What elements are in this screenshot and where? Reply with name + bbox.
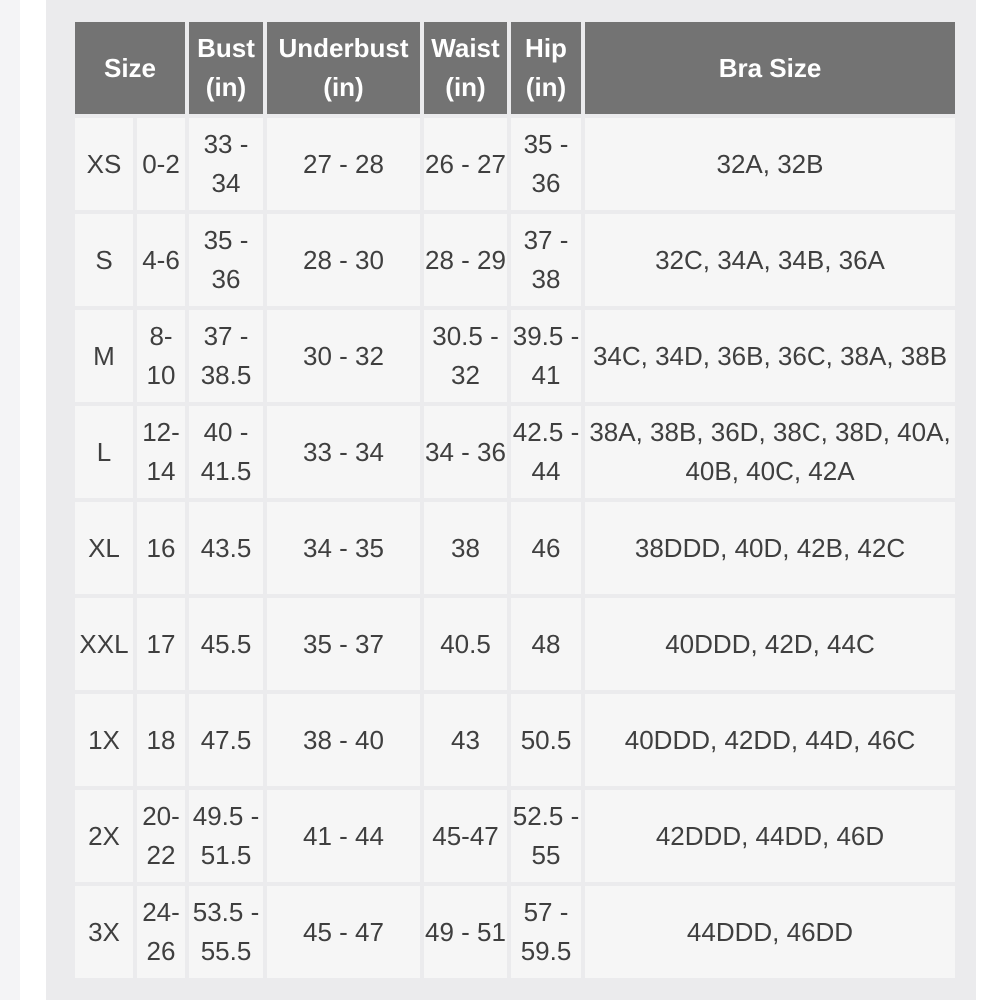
- underbust-cell: 34 - 35: [267, 502, 420, 594]
- numeric-size-cell: 0-2: [137, 118, 185, 210]
- table-row: [75, 790, 955, 882]
- bust-cell: 37 - 38.5: [189, 310, 263, 402]
- header-waist-label: Waist: [431, 33, 500, 63]
- numeric-size-cell: 8-10: [137, 310, 185, 402]
- header-hip-unit: (in): [525, 72, 567, 102]
- size-label-cell: XXL: [75, 598, 133, 690]
- underbust-cell: 41 - 44: [267, 790, 420, 882]
- size-label-cell: S: [75, 214, 133, 306]
- header-hip-label: Hip: [525, 33, 567, 63]
- hip-cell: 42.5 - 44: [511, 406, 581, 498]
- waist-cell: 34 - 36: [424, 406, 507, 498]
- bust-cell: 35 - 36: [189, 214, 263, 306]
- table-row: [75, 598, 955, 690]
- bust-cell: 43.5: [189, 502, 263, 594]
- header-waist: [424, 22, 507, 114]
- bra-size-cell: 44DDD, 46DD: [585, 886, 955, 978]
- table-row: [75, 694, 955, 786]
- bust-cell: 49.5 - 51.5: [189, 790, 263, 882]
- header-size: Size: [75, 22, 185, 114]
- header-underbust: [267, 22, 420, 114]
- waist-cell: 40.5: [424, 598, 507, 690]
- underbust-cell: 38 - 40: [267, 694, 420, 786]
- numeric-size-cell: 18: [137, 694, 185, 786]
- header-hip: [511, 22, 581, 114]
- bust-cell: 53.5 - 55.5: [189, 886, 263, 978]
- size-chart-container: [71, 18, 951, 982]
- left-gutter: [0, 0, 20, 1000]
- size-label-cell: M: [75, 310, 133, 402]
- table-row: [75, 214, 955, 306]
- bust-cell: 45.5: [189, 598, 263, 690]
- underbust-cell: 45 - 47: [267, 886, 420, 978]
- bra-size-cell: 34C, 34D, 36B, 36C, 38A, 38B: [585, 310, 955, 402]
- hip-cell: 57 - 59.5: [511, 886, 581, 978]
- hip-cell: 46: [511, 502, 581, 594]
- waist-cell: 49 - 51: [424, 886, 507, 978]
- size-chart-table: [71, 18, 959, 982]
- waist-cell: 28 - 29: [424, 214, 507, 306]
- bra-size-cell: 40DDD, 42DD, 44D, 46C: [585, 694, 955, 786]
- size-label-cell: 3X: [75, 886, 133, 978]
- bra-size-cell: 38A, 38B, 36D, 38C, 38D, 40A, 40B, 40C, 42A: [585, 406, 955, 498]
- numeric-size-cell: 20-22: [137, 790, 185, 882]
- hip-cell: 35 - 36: [511, 118, 581, 210]
- waist-cell: 30.5 - 32: [424, 310, 507, 402]
- header-bust-unit: (in): [205, 72, 247, 102]
- bra-size-cell: 32A, 32B: [585, 118, 955, 210]
- underbust-cell: 27 - 28: [267, 118, 420, 210]
- waist-cell: 45-47: [424, 790, 507, 882]
- table-row: [75, 502, 955, 594]
- numeric-size-cell: 24-26: [137, 886, 185, 978]
- bra-size-cell: 42DDD, 44DD, 46D: [585, 790, 955, 882]
- waist-cell: 38: [424, 502, 507, 594]
- table-row: [75, 406, 955, 498]
- underbust-cell: 35 - 37: [267, 598, 420, 690]
- hip-cell: 48: [511, 598, 581, 690]
- header-waist-unit: (in): [445, 72, 486, 102]
- numeric-size-cell: 16: [137, 502, 185, 594]
- numeric-size-cell: 17: [137, 598, 185, 690]
- header-bust-label: Bust: [197, 33, 255, 63]
- hip-cell: 37 - 38: [511, 214, 581, 306]
- waist-cell: 26 - 27: [424, 118, 507, 210]
- size-label-cell: L: [75, 406, 133, 498]
- header-bra-size: Bra Size: [585, 22, 955, 114]
- underbust-cell: 28 - 30: [267, 214, 420, 306]
- hip-cell: 39.5 - 41: [511, 310, 581, 402]
- numeric-size-cell: 12-14: [137, 406, 185, 498]
- bra-size-cell: 40DDD, 42D, 44C: [585, 598, 955, 690]
- size-label-cell: 2X: [75, 790, 133, 882]
- waist-cell: 43: [424, 694, 507, 786]
- underbust-cell: 33 - 34: [267, 406, 420, 498]
- size-label-cell: XL: [75, 502, 133, 594]
- header-underbust-label: Underbust: [278, 33, 409, 63]
- hip-cell: 50.5: [511, 694, 581, 786]
- hip-cell: 52.5 - 55: [511, 790, 581, 882]
- numeric-size-cell: 4-6: [137, 214, 185, 306]
- header-row: [75, 22, 955, 114]
- bust-cell: 33 - 34: [189, 118, 263, 210]
- underbust-cell: 30 - 32: [267, 310, 420, 402]
- size-label-cell: XS: [75, 118, 133, 210]
- header-underbust-unit: (in): [323, 72, 364, 102]
- table-row: [75, 118, 955, 210]
- bra-size-cell: 38DDD, 40D, 42B, 42C: [585, 502, 955, 594]
- table-row: [75, 310, 955, 402]
- bust-cell: 47.5: [189, 694, 263, 786]
- bra-size-cell: 32C, 34A, 34B, 36A: [585, 214, 955, 306]
- table-row: [75, 886, 955, 978]
- bust-cell: 40 - 41.5: [189, 406, 263, 498]
- header-bust: [189, 22, 263, 114]
- size-label-cell: 1X: [75, 694, 133, 786]
